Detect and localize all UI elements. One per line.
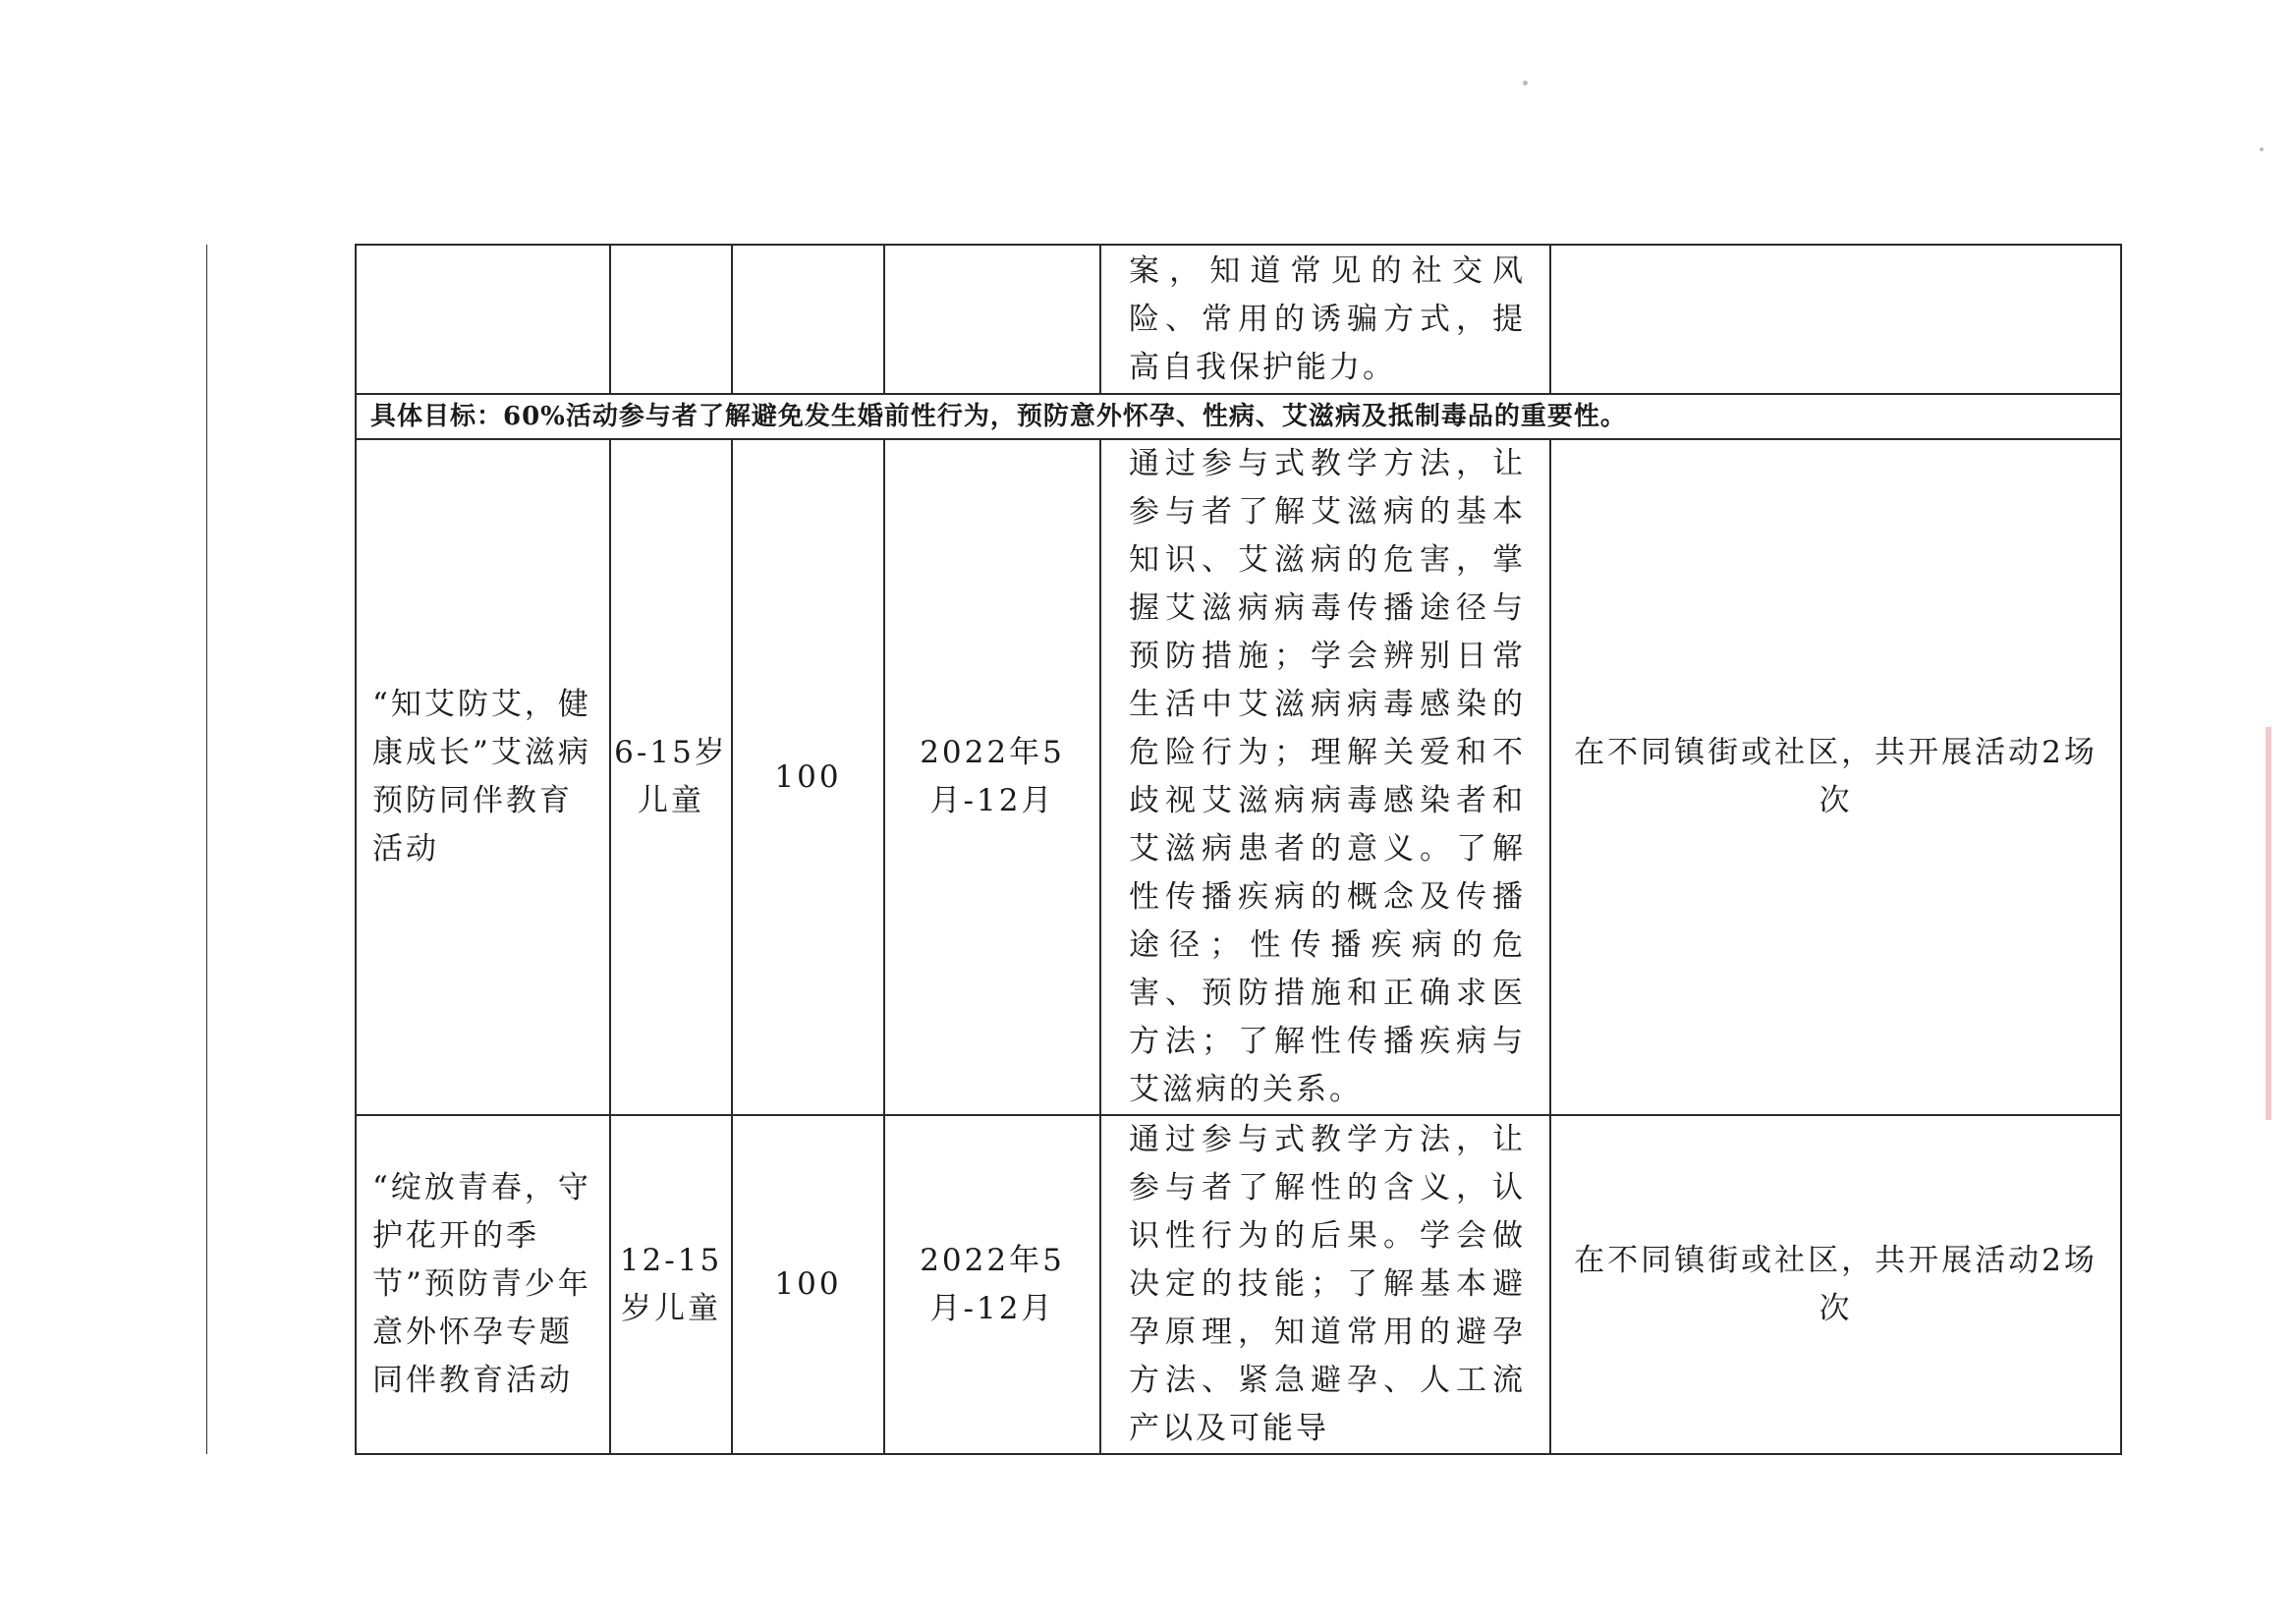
red-stamp-fragment [1561, 0, 1857, 17]
count-cell [732, 439, 884, 1115]
note-cell [1550, 1115, 2121, 1454]
table-row [207, 439, 2122, 1115]
target-age: 12-15岁儿童 [619, 1242, 723, 1326]
name-cell [356, 245, 610, 394]
date-cell [884, 439, 1100, 1115]
activity-note: 在不同镇街或社区，共开展活动2场次 [1574, 1242, 2098, 1326]
blank-margin-cell [207, 394, 357, 439]
note-cell [1550, 245, 2121, 394]
name-cell [356, 439, 610, 1115]
table-row [207, 1115, 2122, 1454]
blank-margin-cell [207, 439, 357, 1115]
participant-count: 100 [774, 758, 842, 795]
activity-name: “知艾防艾，健康成长”艾滋病预防同伴教育活动 [372, 687, 591, 867]
count-cell [732, 1115, 884, 1454]
activity-content: 通过参与式教学方法，让参与者了解性的含义，认识性行为的后果。学会做决定的技能；了解基本避孕原理，知道常用的避孕方法、紧急避孕、人工流产以及可能导 [1129, 1122, 1526, 1446]
scan-speck [1523, 81, 1528, 85]
content-cell [1100, 439, 1550, 1115]
age-cell [610, 439, 732, 1115]
content-text: 案，知道常见的社交风险、常用的诱骗方式，提高自我保护能力。 [1129, 252, 1526, 385]
activity-table [206, 244, 2122, 1455]
name-cell [356, 1115, 610, 1454]
content-cell [1100, 1115, 1550, 1454]
activity-name: “绽放青春，守护花开的季节”预防青少年意外怀孕专题同伴教育活动 [372, 1170, 591, 1398]
activity-note: 在不同镇街或社区，共开展活动2场次 [1574, 735, 2098, 818]
activity-content: 通过参与式教学方法，让参与者了解艾滋病的基本知识、艾滋病的危害，掌握艾滋病病毒传播途径与预防措施；学会辨别日常生活中艾滋病病毒感染的危险行为；理解关爱和不歧视艾滋病病毒感染者和艾滋病患者的意义。了解性传播疾病的概念及传播途径；性传播疾病的危害、预防措施和正确求医方法；了解性传播疾病与艾滋病的关系。 [1129, 446, 1526, 1107]
count-cell [732, 245, 884, 394]
date-cell [884, 1115, 1100, 1454]
age-cell [610, 245, 732, 394]
date-cell [884, 245, 1100, 394]
table-row-continued [207, 245, 2122, 394]
scan-speck [2260, 147, 2264, 151]
note-cell [1550, 439, 2121, 1115]
goal-text: 具体目标：60%活动参与者了解避免发生婚前性行为，预防意外怀孕、性病、艾滋病及抵制毒品的重要性。 [356, 394, 2121, 439]
age-cell [610, 1115, 732, 1454]
activity-date: 2022年5月-12月 [920, 1242, 1065, 1326]
blank-margin-cell [207, 245, 357, 394]
participant-count: 100 [774, 1266, 842, 1302]
red-stamp-edge [2266, 727, 2295, 1120]
target-age: 6-15岁儿童 [614, 735, 728, 818]
blank-margin-cell [207, 1115, 357, 1454]
content-cell [1100, 245, 1550, 394]
goal-row [207, 394, 2122, 439]
activity-date: 2022年5月-12月 [920, 735, 1065, 818]
